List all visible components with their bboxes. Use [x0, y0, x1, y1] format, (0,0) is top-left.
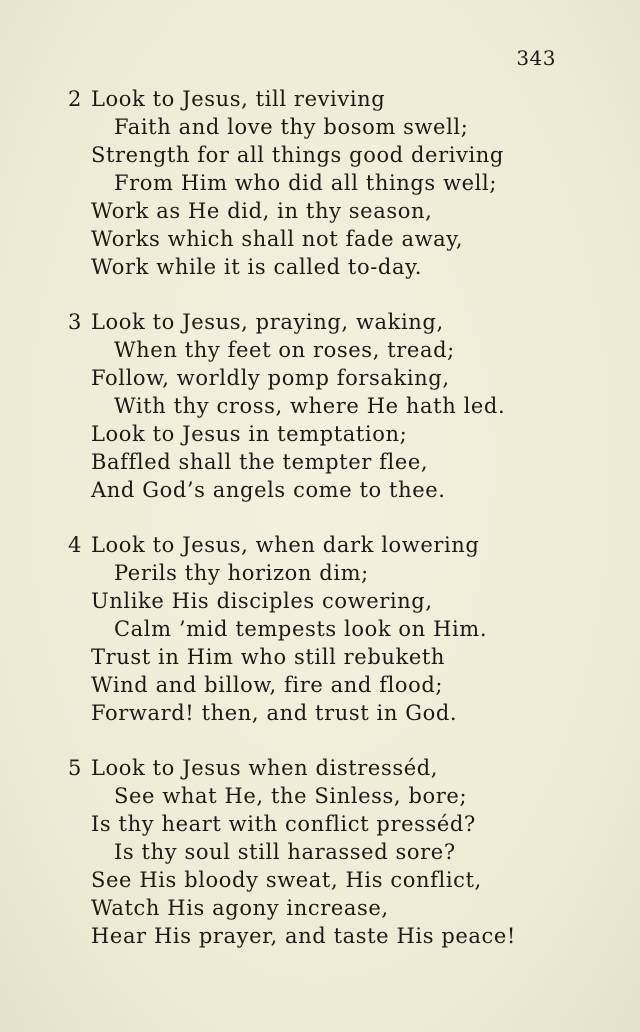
verse-line: With thy cross, where He hath led. [114, 394, 506, 418]
verse-line: Wind and billow, fire and flood; [91, 673, 444, 697]
verse-line: When thy feet on roses, tread; [114, 338, 455, 362]
verse-line: Look to Jesus when distresséd, [91, 756, 439, 780]
verse-line: Calm ’mid tempests look on Him. [114, 617, 488, 641]
verse-line: Look to Jesus, praying, waking, [91, 310, 444, 334]
verse-number: 5 [68, 756, 82, 780]
verse-line: Is thy soul still harassed sore? [114, 840, 456, 864]
verse-line: See what He, the Sinless, bore; [114, 784, 468, 808]
verse-number: 3 [68, 310, 82, 334]
verse-line: Perils thy horizon dim; [114, 561, 369, 585]
verse-2 [68, 85, 568, 281]
verse-3 [68, 308, 568, 504]
verse-line: Watch His agony increase, [91, 896, 389, 920]
verse-line: Look to Jesus in temptation; [91, 422, 408, 446]
verse-line: Is thy heart with conflict presséd? [91, 812, 476, 836]
verse-line: Unlike His disciples cowering, [91, 589, 433, 613]
verse-line: Strength for all things good deriving [91, 143, 504, 167]
verse-number: 2 [68, 87, 82, 111]
verse-4 [68, 531, 568, 727]
page-number: 343 [516, 46, 556, 70]
verse-line: Forward! then, and trust in God. [91, 701, 458, 725]
verse-line: Work as He did, in thy season, [91, 199, 433, 223]
verse-5 [68, 754, 568, 950]
verse-line: Hear His prayer, and taste His peace! [91, 924, 516, 948]
verse-line: Works which shall not fade away, [91, 227, 464, 251]
verse-line: Look to Jesus, till reviving [91, 87, 386, 111]
verse-line: Faith and love thy bosom swell; [114, 115, 469, 139]
verse-line: Trust in Him who still rebuketh [91, 645, 446, 669]
verse-line: Work while it is called to-day. [91, 255, 423, 279]
verse-line: From Him who did all things well; [114, 171, 497, 195]
verse-line: Baffled shall the tempter flee, [91, 450, 429, 474]
verse-line: See His bloody sweat, His conflict, [91, 868, 482, 892]
verse-line: Follow, worldly pomp forsaking, [91, 366, 450, 390]
verse-line: And God’s angels come to thee. [91, 478, 446, 502]
verse-line: Look to Jesus, when dark lowering [91, 533, 480, 557]
verse-number: 4 [68, 533, 82, 557]
